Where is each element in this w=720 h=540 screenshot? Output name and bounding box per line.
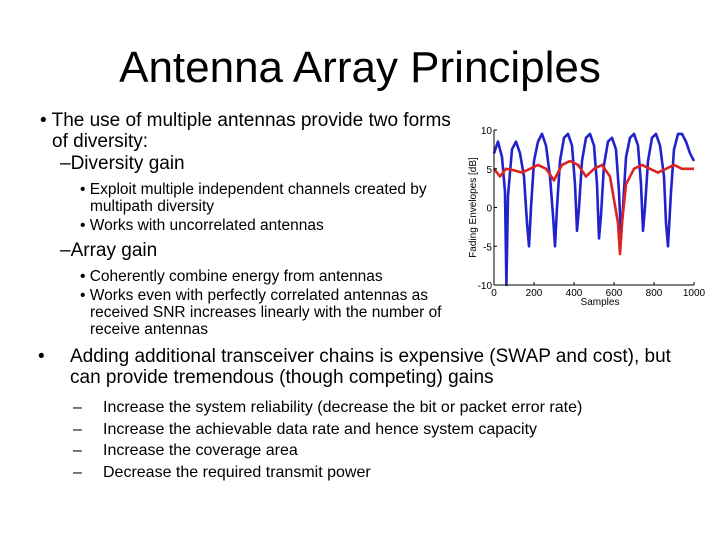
bullet-array-gain: –Array gain xyxy=(60,240,158,261)
subbullet-exploit-channels-text: Exploit multiple independent channels created by multipath diversity xyxy=(89,181,427,215)
bottom-bullets xyxy=(38,346,698,483)
x-tick-label: 400 xyxy=(565,288,583,299)
bullet-diversity-forms-text: The use of multiple antennas provide two forms of diversity: xyxy=(51,110,451,152)
gain-item-data-rate: – Increase the achievable data rate and hence system capacity xyxy=(73,420,538,438)
x-tick-label: 1000 xyxy=(682,288,706,299)
bullet-transceiver-chains-text: Adding additional transceiver chains is expensive (SWAP and cost), but can provide tremendous (though competing) gains xyxy=(70,346,671,388)
slide-title: Antenna Array Principles xyxy=(119,43,601,92)
gain-item-data-rate-text: Increase the achievable data rate and hence system capacity xyxy=(103,420,538,438)
gain-item-reliability-text: Increase the system reliability (decrease the bit or packet error rate) xyxy=(103,399,583,416)
gain-item-reliability: – Increase the system reliability (decrease the bit or packet error rate) xyxy=(73,399,583,416)
x-tick-label: 200 xyxy=(525,288,543,299)
subbullet-coherent-combine-text: Coherently combine energy from antennas xyxy=(89,268,383,285)
subbullet-correlated-text: Works even with perfectly correlated antennas as received SNR increases linearly with the number of receive antennas xyxy=(89,287,442,338)
series-line-1 xyxy=(494,134,694,285)
y-tick-label: 0 xyxy=(486,203,492,215)
y-tick-label: 10 xyxy=(480,126,492,137)
subbullet-correlated: • Works even with perfectly correlated antennas as received SNR increases linearly with the number of receive antennas xyxy=(80,287,442,338)
gain-item-coverage-text: Increase the coverage area xyxy=(103,442,298,459)
x-tick-label: 0 xyxy=(491,288,497,299)
x-tick-label: 600 xyxy=(605,288,623,299)
subbullet-uncorrelated: • Works with uncorrelated antennas xyxy=(80,217,324,234)
y-tick-label: -5 xyxy=(483,242,492,254)
fading-envelope-chart xyxy=(464,118,720,310)
x-tick-label: 800 xyxy=(645,288,663,299)
gains-list xyxy=(73,397,698,483)
subbullet-exploit-channels: • Exploit multiple independent channels created by multipath diversity xyxy=(80,181,427,215)
bullet-diversity-gain: –Diversity gain xyxy=(60,153,185,174)
gain-item-transmit-power-text: Decrease the required transmit power xyxy=(103,463,371,481)
y-tick-label: -10 xyxy=(477,281,492,292)
subbullet-coherent-combine: • Coherently combine energy from antennas xyxy=(80,268,383,285)
left-bullets xyxy=(30,110,470,338)
bullet-diversity-forms: • The use of multiple antennas provide two forms of diversity: xyxy=(40,110,451,152)
bullet-diversity-gain-label: Diversity gain xyxy=(70,153,185,174)
y-axis-label: Fading Envelopes [dB] xyxy=(468,157,479,258)
subbullet-uncorrelated-text: Works with uncorrelated antennas xyxy=(89,217,324,234)
gain-item-transmit-power: – Decrease the required transmit power xyxy=(73,463,371,481)
gain-item-coverage: – Increase the coverage area xyxy=(73,442,298,459)
y-tick-label: 5 xyxy=(486,164,492,176)
x-axis-label: Samples xyxy=(580,297,620,308)
bullet-transceiver-chains: • Adding additional transceiver chains is expensive (SWAP and cost), but can provide tremendous (though competing) gains xyxy=(38,346,671,388)
bullet-array-gain-label: Array gain xyxy=(70,240,158,261)
